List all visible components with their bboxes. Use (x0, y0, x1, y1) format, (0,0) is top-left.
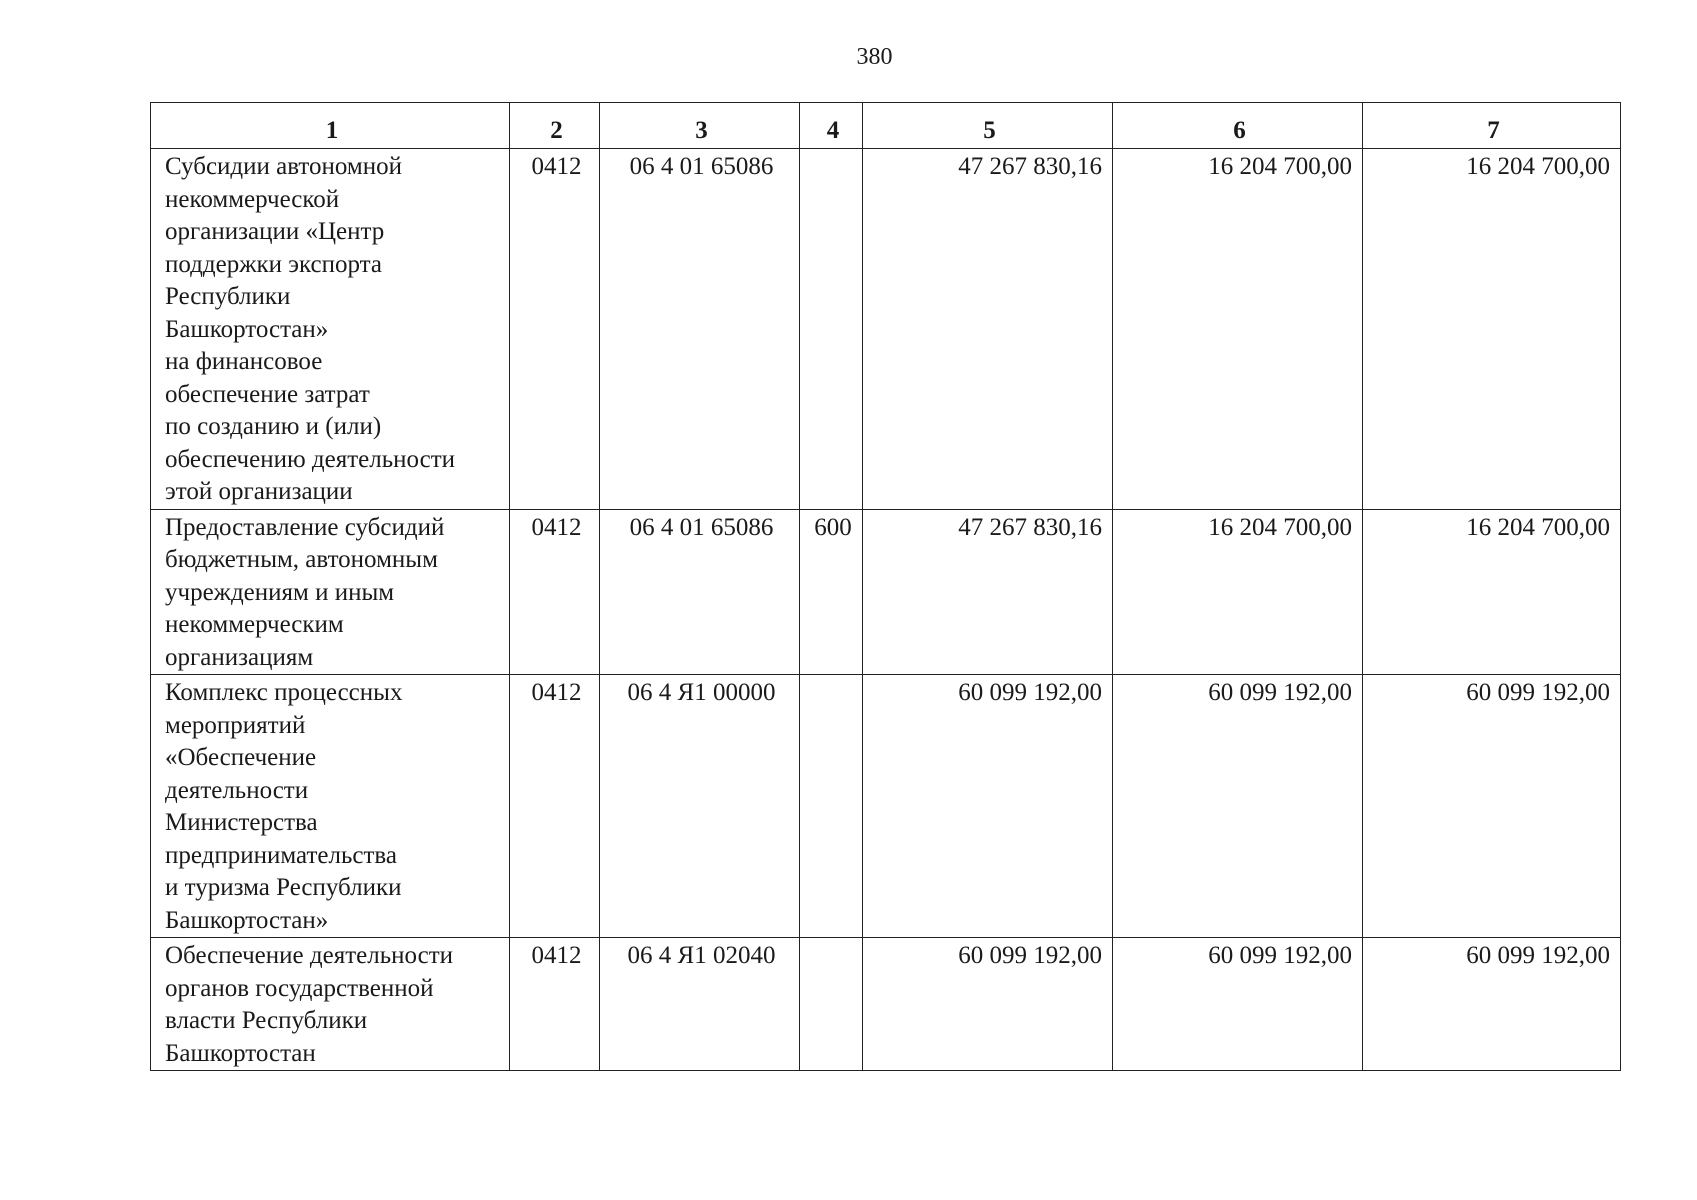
row-name-line: организации «Центр (165, 218, 385, 245)
target-article-code: 06 4 01 65086 (600, 509, 800, 675)
header-col-1: 1 (151, 103, 510, 149)
table-row (151, 509, 1621, 675)
target-article-code: 06 4 Я1 02040 (600, 938, 800, 1071)
row-name-line: власти Республики (165, 1007, 368, 1034)
header-col-2: 2 (510, 103, 600, 149)
table-row (151, 149, 1621, 510)
row-name-line: бюджетным, автономным (165, 546, 438, 573)
row-name-line: Башкортостан (165, 1039, 316, 1067)
row-name-line: Субсидии автономной (165, 153, 402, 180)
table-row (151, 675, 1621, 938)
amount-col-5: 47 267 830,16 (863, 149, 1113, 510)
row-name-cell (151, 509, 510, 675)
expense-type-code: 600 (800, 509, 863, 675)
row-name-cell (151, 149, 510, 510)
row-name-line: Комплекс процессных (165, 679, 403, 706)
amount-col-7: 16 204 700,00 (1363, 149, 1621, 510)
row-name-line: некоммерческим (165, 611, 344, 638)
amount-col-5: 60 099 192,00 (863, 938, 1113, 1071)
expense-type-code (800, 938, 863, 1071)
amount-col-6: 16 204 700,00 (1113, 509, 1363, 675)
row-name-cell (151, 675, 510, 938)
row-name-line: обеспечению деятельности (165, 445, 456, 473)
row-name-line: обеспечение затрат (165, 380, 370, 408)
row-name-line: мероприятий (165, 711, 306, 739)
row-name-line: по созданию и (или) (165, 413, 382, 440)
row-name-line: Башкортостан» (165, 315, 329, 343)
section-code: 0412 (510, 938, 600, 1071)
expense-type-code (800, 675, 863, 938)
header-col-6: 6 (1113, 103, 1363, 149)
row-name-line: некоммерческой (165, 185, 340, 213)
row-name-line: «Обеспечение (165, 744, 317, 771)
section-code: 0412 (510, 509, 600, 675)
header-col-3: 3 (600, 103, 800, 149)
amount-col-5: 60 099 192,00 (863, 675, 1113, 938)
page-number: 380 (856, 44, 893, 70)
row-name-line: предпринимательства (165, 841, 397, 869)
amount-col-6: 60 099 192,00 (1113, 938, 1363, 1071)
amount-col-7: 60 099 192,00 (1363, 938, 1621, 1071)
header-col-7: 7 (1363, 103, 1621, 149)
row-name-line: Министерства (165, 809, 318, 836)
amount-col-7: 60 099 192,00 (1363, 675, 1621, 938)
row-name-line: органов государственной (165, 974, 434, 1002)
row-name-line: организациям (165, 643, 314, 671)
row-name-line: деятельности (165, 776, 309, 804)
row-name-line: и туризма Республики (165, 874, 402, 901)
table-row (151, 938, 1621, 1071)
header-col-4: 4 (800, 103, 863, 149)
row-name-line: Башкортостан» (165, 906, 329, 934)
target-article-code: 06 4 01 65086 (600, 149, 800, 510)
row-name-line: поддержки экспорта (165, 250, 382, 278)
row-name-line: этой организации (165, 478, 353, 505)
amount-col-5: 47 267 830,16 (863, 509, 1113, 675)
row-name-line: учреждениям и иным (165, 578, 395, 606)
row-name-line: на финансовое (165, 348, 323, 375)
header-col-5: 5 (863, 103, 1113, 149)
budget-table (150, 102, 1621, 1071)
row-name-line: Республики (165, 283, 291, 310)
row-name-cell (151, 938, 510, 1071)
target-article-code: 06 4 Я1 00000 (600, 675, 800, 938)
amount-col-6: 16 204 700,00 (1113, 149, 1363, 510)
section-code: 0412 (510, 149, 600, 510)
header-row (151, 103, 1621, 149)
section-code: 0412 (510, 675, 600, 938)
amount-col-7: 16 204 700,00 (1363, 509, 1621, 675)
amount-col-6: 60 099 192,00 (1113, 675, 1363, 938)
row-name-line: Предоставление субсидий (165, 513, 445, 541)
row-name-line: Обеспечение деятельности (165, 942, 454, 969)
expense-type-code (800, 149, 863, 510)
